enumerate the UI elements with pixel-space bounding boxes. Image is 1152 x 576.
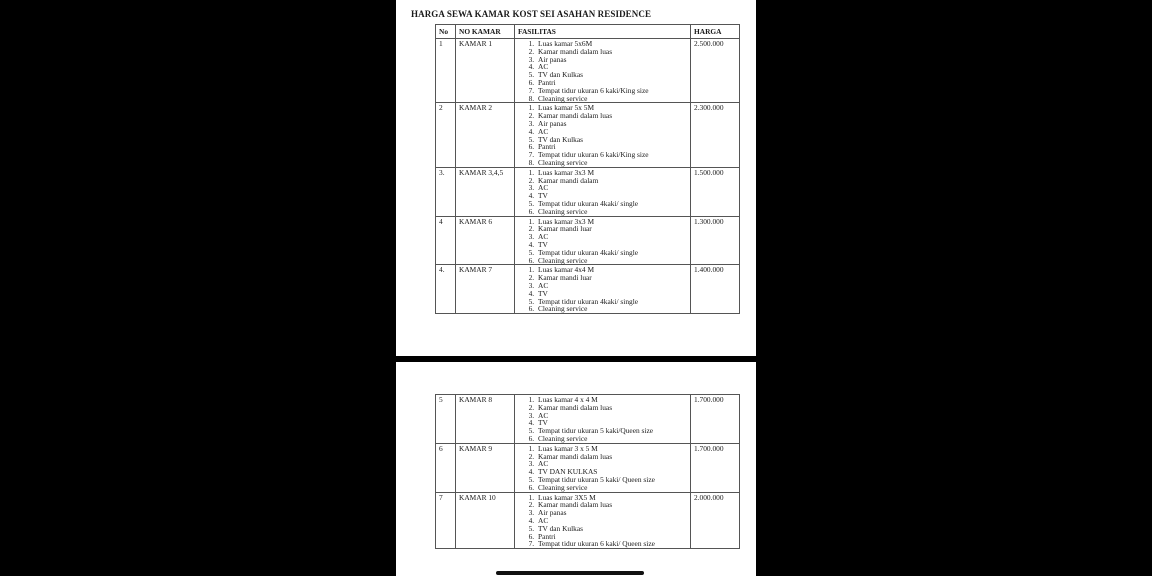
table-row <box>436 395 740 444</box>
fasilitas-item: 8. Cleaning service <box>536 159 687 167</box>
fasilitas-item: 7. Tempat tidur ukuran 6 kaki/ Queen size <box>536 540 687 548</box>
fasilitas-item: 1. Luas kamar 5x6M <box>536 40 687 48</box>
fasilitas-item: 2. Kamar mandi luar <box>536 274 687 282</box>
cell-fasilitas <box>515 492 691 549</box>
cell-no: 4. <box>436 265 456 314</box>
fasilitas-item: 3. Air panas <box>536 509 687 517</box>
cell-no: 6 <box>436 443 456 492</box>
fasilitas-item: 6. Pantri <box>536 79 687 87</box>
table-body-page-1 <box>436 39 740 314</box>
cell-harga: 1.700.000 <box>691 443 740 492</box>
header-no: No <box>436 25 456 39</box>
fasilitas-item: 2. Kamar mandi dalam luas <box>536 48 687 56</box>
cell-no: 2 <box>436 103 456 167</box>
fasilitas-item: 3. AC <box>536 233 687 241</box>
cell-harga: 2.500.000 <box>691 39 740 103</box>
header-fasilitas: FASILITAS <box>515 25 691 39</box>
header-kamar: NO KAMAR <box>456 25 515 39</box>
cell-harga: 2.000.000 <box>691 492 740 549</box>
cell-no: 1 <box>436 39 456 103</box>
fasilitas-item: 5. TV dan Kulkas <box>536 71 687 79</box>
fasilitas-item: 5. Tempat tidur ukuran 4kaki/ single <box>536 298 687 306</box>
cell-harga: 1.300.000 <box>691 216 740 265</box>
fasilitas-list <box>518 104 687 166</box>
table-body-page-2 <box>436 395 740 549</box>
fasilitas-item: 3. AC <box>536 412 687 420</box>
cell-fasilitas <box>515 216 691 265</box>
rent-table-page-1 <box>435 24 740 314</box>
document-page-1 <box>396 0 756 356</box>
table-row <box>436 167 740 216</box>
fasilitas-item: 6. Cleaning service <box>536 208 687 216</box>
document-page-2 <box>396 362 756 576</box>
fasilitas-list <box>518 396 687 443</box>
cell-no: 7 <box>436 492 456 549</box>
fasilitas-item: 4. AC <box>536 63 687 71</box>
fasilitas-item: 1. Luas kamar 3x3 M <box>536 218 687 226</box>
table-row <box>436 39 740 103</box>
fasilitas-item: 1. Luas kamar 3 x 5 M <box>536 445 687 453</box>
fasilitas-list <box>518 169 687 216</box>
fasilitas-item: 5. Tempat tidur ukuran 5 kaki/Queen size <box>536 427 687 435</box>
cell-fasilitas <box>515 265 691 314</box>
fasilitas-item: 4. TV DAN KULKAS <box>536 468 687 476</box>
fasilitas-item: 5. TV dan Kulkas <box>536 136 687 144</box>
fasilitas-item: 6. Cleaning service <box>536 305 687 313</box>
cell-no: 4 <box>436 216 456 265</box>
fasilitas-item: 4. AC <box>536 517 687 525</box>
fasilitas-item: 6. Pantri <box>536 143 687 151</box>
cell-fasilitas <box>515 443 691 492</box>
cell-kamar: KAMAR 3,4,5 <box>456 167 515 216</box>
cell-no: 3. <box>436 167 456 216</box>
fasilitas-item: 6. Cleaning service <box>536 484 687 492</box>
fasilitas-item: 8. Cleaning service <box>536 95 687 103</box>
fasilitas-item: 5. TV dan Kulkas <box>536 525 687 533</box>
fasilitas-item: 5. Tempat tidur ukuran 4kaki/ single <box>536 200 687 208</box>
fasilitas-item: 4. TV <box>536 419 687 427</box>
fasilitas-item: 3. Air panas <box>536 120 687 128</box>
home-indicator[interactable] <box>496 571 644 575</box>
cell-harga: 1.700.000 <box>691 395 740 444</box>
fasilitas-item: 7. Tempat tidur ukuran 6 kaki/King size <box>536 87 687 95</box>
fasilitas-item: 5. Tempat tidur ukuran 5 kaki/ Queen size <box>536 476 687 484</box>
fasilitas-list <box>518 40 687 102</box>
fasilitas-item: 2. Kamar mandi dalam <box>536 177 687 185</box>
cell-kamar: KAMAR 2 <box>456 103 515 167</box>
fasilitas-item: 1. Luas kamar 4 x 4 M <box>536 396 687 404</box>
rent-table-page-2 <box>435 394 740 549</box>
cell-harga: 1.400.000 <box>691 265 740 314</box>
document-title: HARGA SEWA KAMAR KOST SEI ASAHAN RESIDENCE <box>411 9 652 19</box>
table-header-row <box>436 25 740 39</box>
table-row <box>436 492 740 549</box>
fasilitas-item: 6. Cleaning service <box>536 435 687 443</box>
cell-kamar: KAMAR 7 <box>456 265 515 314</box>
fasilitas-item: 2. Kamar mandi dalam luas <box>536 453 687 461</box>
fasilitas-item: 5. Tempat tidur ukuran 4kaki/ single <box>536 249 687 257</box>
cell-kamar: KAMAR 8 <box>456 395 515 444</box>
fasilitas-item: 6. Pantri <box>536 533 687 541</box>
fasilitas-item: 3. AC <box>536 184 687 192</box>
cell-harga: 1.500.000 <box>691 167 740 216</box>
cell-fasilitas <box>515 39 691 103</box>
fasilitas-item: 3. Air panas <box>536 56 687 64</box>
fasilitas-item: 1. Luas kamar 3X5 M <box>536 494 687 502</box>
fasilitas-list <box>518 445 687 492</box>
fasilitas-list <box>518 266 687 313</box>
cell-no: 5 <box>436 395 456 444</box>
fasilitas-item: 3. AC <box>536 282 687 290</box>
cell-kamar: KAMAR 9 <box>456 443 515 492</box>
cell-fasilitas <box>515 167 691 216</box>
cell-kamar: KAMAR 10 <box>456 492 515 549</box>
fasilitas-item: 1. Luas kamar 3x3 M <box>536 169 687 177</box>
cell-fasilitas <box>515 395 691 444</box>
table-row <box>436 216 740 265</box>
fasilitas-item: 2. Kamar mandi dalam luas <box>536 404 687 412</box>
fasilitas-item: 2. Kamar mandi dalam luas <box>536 501 687 509</box>
cell-harga: 2.300.000 <box>691 103 740 167</box>
fasilitas-item: 1. Luas kamar 5x 5M <box>536 104 687 112</box>
table-row <box>436 103 740 167</box>
fasilitas-list <box>518 218 687 265</box>
fasilitas-item: 4. AC <box>536 128 687 136</box>
fasilitas-item: 2. Kamar mandi dalam luas <box>536 112 687 120</box>
fasilitas-list <box>518 494 687 549</box>
fasilitas-item: 2. Kamar mandi luar <box>536 225 687 233</box>
cell-kamar: KAMAR 1 <box>456 39 515 103</box>
fasilitas-item: 7. Tempat tidur ukuran 6 kaki/King size <box>536 151 687 159</box>
table-row <box>436 443 740 492</box>
cell-fasilitas <box>515 103 691 167</box>
cell-kamar: KAMAR 6 <box>456 216 515 265</box>
fasilitas-item: 1. Luas kamar 4x4 M <box>536 266 687 274</box>
fasilitas-item: 4. TV <box>536 290 687 298</box>
fasilitas-item: 4. TV <box>536 241 687 249</box>
fasilitas-item: 6. Cleaning service <box>536 257 687 265</box>
fasilitas-item: 3. AC <box>536 460 687 468</box>
table-row <box>436 265 740 314</box>
header-harga: HARGA <box>691 25 740 39</box>
fasilitas-item: 4. TV <box>536 192 687 200</box>
